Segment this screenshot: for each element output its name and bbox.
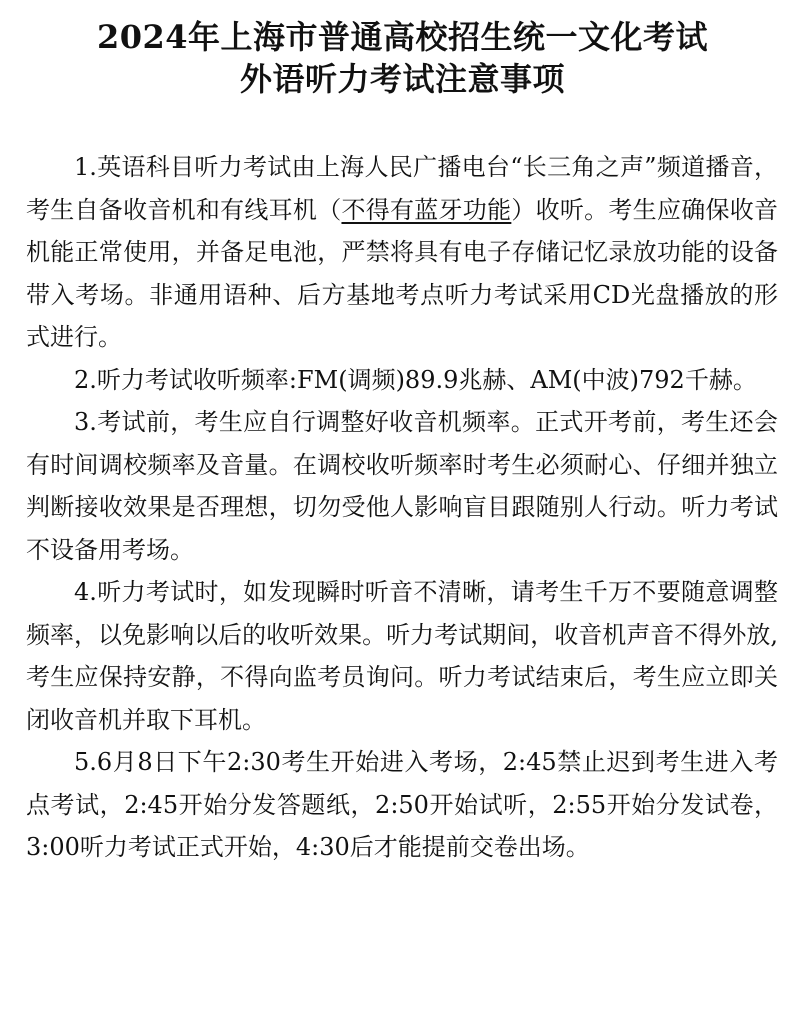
document-body [26, 146, 778, 869]
paragraph-1-text-after: ）收听。考生应确保收音机能正常使用，并备足电池，严禁将具有电子存储记忆录放功能的设备带入考场。非通用语种、后方基地考点听力考试采用CD光盘播放的形式进行。 [26, 195, 779, 351]
paragraph-1-text-before: 1.英语科目听力考试由上海人民广播电台“长三角之声”频道播音，考生自备收音机和有线耳机（ [26, 153, 778, 224]
paragraph-5: 5.6月8日下午2:30考生开始进入考场，2:45禁止迟到考生进入考点考试，2:45开始分发答题纸，2:50开始试听，2:55开始分发试卷，3:00听力考试正式开始，4:30后才能提前交卷出场。 [26, 748, 778, 861]
paragraph-2: 2.听力考试收听频率:FM(调频)89.9兆赫、AM(中波)792千赫。 [74, 365, 757, 394]
paragraph-3: 3.考试前，考生应自行调整好收音机频率。正式开考前，考生还会有时间调校频率及音量。在调校收听频率时考生必须耐心、仔细并独立判断接收效果是否理想，切勿受他人影响盲目跟随别人行动。听力考试不设备用考场。 [26, 408, 778, 564]
document-title-line-1: 2024年上海市普通高校招生统一文化考试 [96, 18, 709, 56]
document-title-line-2: 外语听力考试注意事项 [239, 60, 565, 98]
underlined-note: 不得有蓝牙功能 [341, 195, 512, 224]
paragraph-4: 4.听力考试时，如发现瞬时听音不清晰，请考生千万不要随意调整频率，以免影响以后的收听效果。听力考试期间，收音机声音不得外放,考生应保持安静，不得向监考员询问。听力考试结束后，考生应立即关闭收音机并取下耳机。 [26, 578, 778, 734]
paragraph-1 [26, 146, 778, 359]
